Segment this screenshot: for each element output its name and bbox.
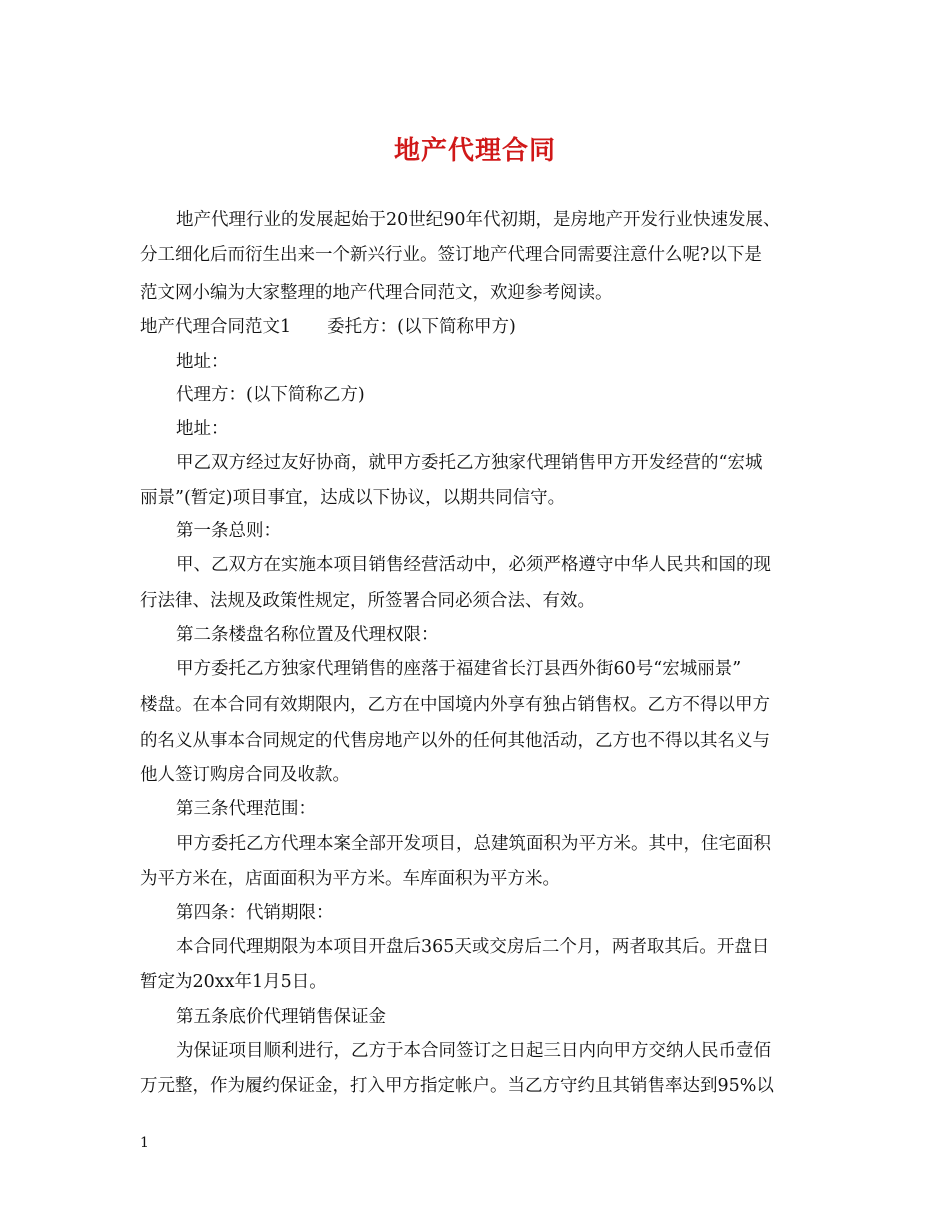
paragraph-line: 范文网小编为大家整理的地产代理合同范文，欢迎参考阅读。: [140, 283, 613, 303]
paragraph-line: 地址：: [176, 419, 229, 439]
paragraph-line: 万元整，作为履约保证金，打入甲方指定帐户。当乙方守约且其销售率达到95%以: [140, 1076, 774, 1096]
paragraph-line: 楼盘。在本合同有效期限内，乙方在中国境内外享有独占销售权。乙方不得以甲方: [140, 695, 770, 715]
paragraph-line: 他人签订购房合同及收款。: [140, 765, 350, 785]
paragraph-line: 为保证项目顺利进行，乙方于本合同签订之日起三日内向甲方交纳人民币壹佰: [176, 1041, 771, 1061]
paragraph-line: 本合同代理期限为本项目开盘后365天或交房后二个月，两者取其后。开盘日: [176, 937, 770, 957]
paragraph-line: 甲、乙双方在实施本项目销售经营活动中，必须严格遵守中华人民共和国的现: [176, 555, 771, 575]
sample-heading: 地产代理合同范文1: [140, 317, 292, 337]
paragraph-line: 为平方米在，店面面积为平方米。车库面积为平方米。: [140, 869, 560, 889]
paragraph-line: 地产代理行业的发展起始于20世纪90年代初期，是房地产开发行业快速发展、: [176, 210, 781, 230]
sample-heading-line: [140, 315, 516, 339]
clause-heading: 第四条：代销期限：: [176, 903, 334, 923]
paragraph-line: 甲乙双方经过友好协商，就甲方委托乙方独家代理销售甲方开发经营的“宏城: [176, 453, 763, 473]
clause-heading: 第三条代理范围：: [176, 799, 316, 819]
paragraph-line: 的名义从事本合同规定的代售房地产以外的任何其他活动，乙方也不得以其名义与: [140, 731, 770, 751]
paragraph-line: 甲方委托乙方代理本案全部开发项目，总建筑面积为平方米。其中，住宅面积: [176, 834, 771, 854]
principal-party: 委托方：(以下简称甲方): [327, 317, 516, 337]
paragraph-line: 地址：: [176, 352, 229, 372]
clause-heading: 第二条楼盘名称位置及代理权限：: [176, 625, 439, 645]
clause-heading: 第五条底价代理销售保证金: [176, 1007, 386, 1027]
document-title: 地产代理合同: [393, 136, 556, 166]
paragraph-line: 行法律、法规及政策性规定，所签署合同必须合法、有效。: [140, 591, 595, 611]
paragraph-line: 丽景”(暂定)项目事宜，达成以下协议，以期共同信守。: [140, 488, 566, 508]
paragraph-line: 甲方委托乙方独家代理销售的座落于福建省长汀县西外街60号“宏城丽景”: [176, 659, 742, 679]
clause-heading: 第一条总则：: [176, 521, 281, 541]
paragraph-line: 分工细化后而衍生出来一个新兴行业。签订地产代理合同需要注意什么呢?以下是: [140, 245, 762, 265]
paragraph-line: 代理方：(以下简称乙方): [176, 385, 365, 405]
paragraph-line: 暂定为20xx年1月5日。: [140, 972, 327, 992]
page-number: 1: [140, 1135, 149, 1151]
